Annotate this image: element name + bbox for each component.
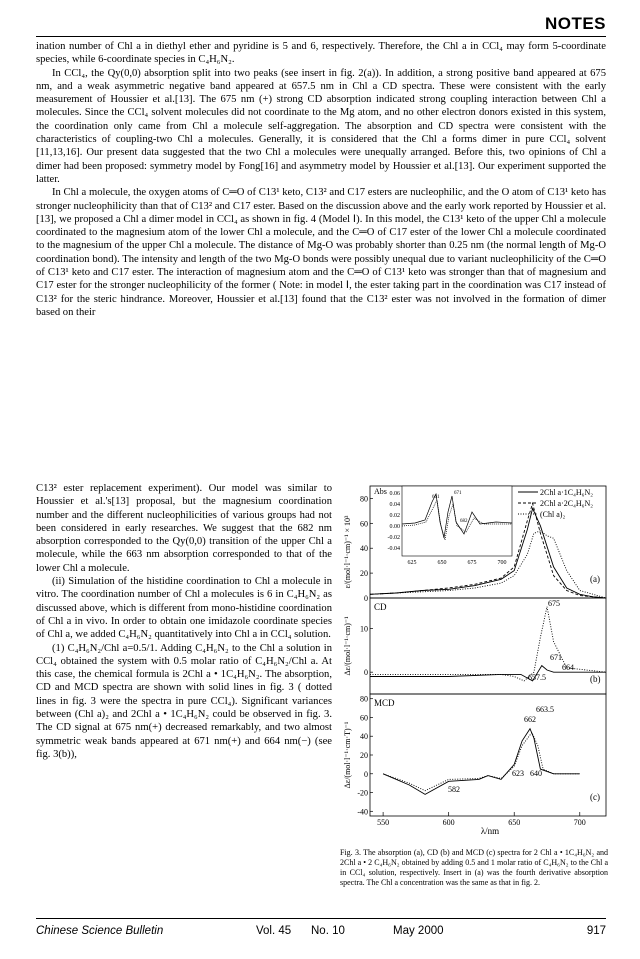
mcd-peak-label: 582 [448,785,460,794]
inset-x-tick-label: 650 [437,560,447,566]
page-number: 917 [586,925,606,937]
inset-ylabel: Abs [374,487,387,496]
panel-b-y-tick-label: 0 [364,668,368,678]
panel-b-tag: (b) [590,674,601,684]
panel-b-ylabel: Δε/(mol·l⁻¹·cm)⁻¹ [343,616,352,676]
series-line-3-1 [383,729,580,795]
x-tick-label: 550 [377,818,390,827]
inset-x-tick-label: 700 [497,560,507,566]
legend-3: (Chl a)₂ [540,510,566,519]
inset-peak-label: 671 [454,491,462,496]
left-column-text [36,482,332,761]
figure-3-plot [340,482,608,837]
issue-number: No. 10 [311,925,345,937]
panel-a-tag: (a) [590,574,600,584]
panel-c-y-tick-label: 40 [360,732,368,742]
panel-a-y-tick-label: 20 [360,569,368,579]
panel-a-ylabel: ε/(mol·l⁻¹·cm)⁻¹ × 10³ [343,515,352,589]
series-line-3-2 [383,733,580,791]
panel-b-y-tick-label: 10 [360,624,368,634]
paragraph: (1) C₄H₆N₂/Chl a=0.5/1. Adding C₄H₆N₂ to the Chl a solution in CCl₄ obtained the system with 0.5 molar ratio of C₄H₆N₂/Chl a. At this case, the chemical formula is 2Chl a • 1C₄H₆N₂. The absorption, CD and MCD spectra are shown with solid lines in fig. 3 ( dotted lines in fig. 3 were the spectra in pure CCl₄). Significant variances between (Chl a)₂ and 2Chl a • 1C₄H₆N₂ could be observed in fig. 3. The CD signal at 675 nm(+) decreased remarkably, and two almost symmetric weak bands appeared at 671 nm(+) and 664 nm(−) (see fig. 3(b)), [36,642,332,760]
panel-a-y-tick-label: 0 [364,594,368,603]
inset-frame [402,486,512,556]
page-footer [36,918,606,943]
inset-peak-label: 661 [432,495,440,500]
journal-name: Chinese Science Bulletin [36,925,164,937]
cd-peak-label: 657.5 [528,673,546,682]
panel-c-y-tick-label: -20 [357,788,368,798]
x-axis-label: λ/nm [480,826,500,836]
panel-c-y-tick-label: 60 [360,713,368,723]
inset-y-tick-label: 0.02 [389,513,400,519]
panel-c-tag: (c) [590,792,600,802]
panel-a-y-tick-label: 40 [360,544,368,554]
inset-peak-label: 682 [460,519,468,524]
paragraph: In CCl₄, the Qy(0,0) absorption split into two peaks (see insert in fig. 2(a)). In addition, a strong positive band appeared at 675 nm, and a weak asymmetric negative band appeared at 657.5 nm in Chl a CD spectra. These were consistent with the early measurement of Houssier et al.[13]. The 675 nm (+) strong CD absorption indicated strong coupling interaction between Chl a molecules. Since the CCl₄ solvent molecules did not coordinate to the Mg atom, and no other electron donors existed in this system, the coordination only came from Chl a molecule self-aggregation. The absorption and CD spectra were consistent with the characteristics of coupling-two Chl a molecules. Generally, it is considered that the Chl a forms dimer in pure CCl₄ solvent [11,13,16]. Our present data suggested that the two Chl a molecules were unequally arranged. Before this, two opinions of Chl a dimer had been proposed: symmetry model by Fong[16] and asymmetry model by Houssier et al.[13]. Our experiment supported the latter. [36,67,606,185]
figure-caption: Fig. 3. The absorption (a), CD (b) and MCD (c) spectra for 2 Chl a • 1C₄H₆N₂ and 2Chl a • 2 C₄H₆N₂ obtained by adding 0.5 and 1 molar ratio of C₄H₆N₂ to the Chl a in CCl₄ solution, respectively. Insert in (a) was the fourth derivative absorption spectra. The Chl a concentration was the same as that in fig. 2. [340,848,608,887]
x-tick-label: 700 [573,818,586,827]
volume: Vol. 45 [256,925,292,937]
panel-c-ylabel: Δε/(mol·l⁻¹·cm·T)⁻¹ [343,721,352,789]
panel-c-y-tick-label: -40 [357,807,368,817]
cd-peak-label: 675 [548,599,560,608]
inset-y-tick-label: -0.02 [387,535,400,541]
paragraph: (ii) Simulation of the histidine coordination to Chl a molecule in vitro. The coordination number of Chl a molecules is 6 in C₄H₆N₂ as discussed above, which is different from mono-histidine coordination of Chl a in vivo. In order to obtain one imidazole coordinate species of Chl a, we added C₄H₆N₂ quantitatively into Chl a in CCl₄ solution. [36,576,332,641]
mcd-peak-label: 640 [530,769,542,778]
panel-c-frame [370,694,606,816]
mcd-peak-label: 623 [512,769,524,778]
inset-y-tick-label: 0.04 [389,502,400,508]
inset-x-tick-label: 625 [407,560,417,566]
figure-3 [340,482,608,837]
legend-1: 2Chl a·1C₄H₆N₂ [540,488,594,497]
section-title: NOTES [544,14,606,33]
panel-c-y-tick-label: 20 [360,751,368,760]
panel-c-y-tick-label: 80 [360,694,368,704]
panel-c-name: MCD [374,698,395,708]
inset-y-tick-label: 0.06 [389,491,400,497]
cd-peak-label: 664 [562,663,574,672]
issue-date: May 2000 [393,925,444,937]
inset-y-tick-label: 0.00 [389,524,400,530]
mcd-peak-label: 663.5 [536,705,554,714]
page-header [36,6,606,37]
inset-y-tick-label: -0.04 [387,546,400,552]
panel-b-name: CD [374,602,387,612]
panel-a-y-tick-label: 80 [360,494,368,504]
paragraph: ination number of Chl a in diethyl ether and pyridine is 5 and 6, respectively. Therefore, the Chl a in CCl₄ may form 5-coordinate species, while 6-coordinate species in C₄H₆N₂. [36,41,606,66]
paragraph: In Chl a molecule, the oxygen atoms of C═O of C13¹ keto, C13² and C17 esters are nucleophilic, and the O atom of C13¹ keto has stronger nucleophilicity than that of C13² and C17 ester. Based on the discussion above and the early work reported by Houssier et al.[13], we proposed a Chl a dimer model in CCl₄ as shown in fig. 4 (Model Ⅰ). In this model, the C13¹ keto of the upper Chl a molecule coordinated to the magnesium atom of the lower Chl a molecule, and the C═O of C17 ester of the lower Chl a molecule coordinated to the magnesium of the upper Chl a molecule. The distance of Mg-O was probably shorter than 0.25 nm (the normal length of Mg-O coordination bond). The intensity and length of the two Mg-O bonds were possibly unequal due to variant nucleophilicity of the C═O of C13¹ keto and C17 ester. The interaction of magnesium atom and the C═O of C13¹ keto was stronger than that of magnesium and C17 ester for the stronger nucleophilicity of the former ( Note: in model Ⅰ, the ester taking part in the coordination was C17 instead of C13² for the steric hindrance. Moreover, Houssier et al.[13] found that the C13² ester was not involved in the formation of dimer based on their [36,187,606,318]
panel-a-y-tick-label: 60 [360,519,368,529]
full-width-text [36,40,606,319]
x-tick-label: 600 [442,818,455,827]
x-tick-label: 650 [508,818,521,827]
cd-peak-label: 671 [550,653,562,662]
panel-b-frame [370,598,606,694]
legend-2: 2Chl a·2C₄H₆N₂ [540,499,594,508]
panel-c-y-tick-label: 0 [364,769,368,779]
mcd-peak-label: 662 [524,715,536,724]
inset-x-tick-label: 675 [467,560,477,566]
paragraph: C13² ester replacement experiment). Our model was similar to Houssier et al.'s[13] proposal, but the magnesium coordination number and the different nucleophilicities of various groups had not been considered in early researches. We suggest that the 682 nm absorption corresponded to the Qy(0,0) transition of the upper Chl a molecule, while the 663 nm absorption corresponded to that of the lower Chl a molecule. [36,483,332,574]
